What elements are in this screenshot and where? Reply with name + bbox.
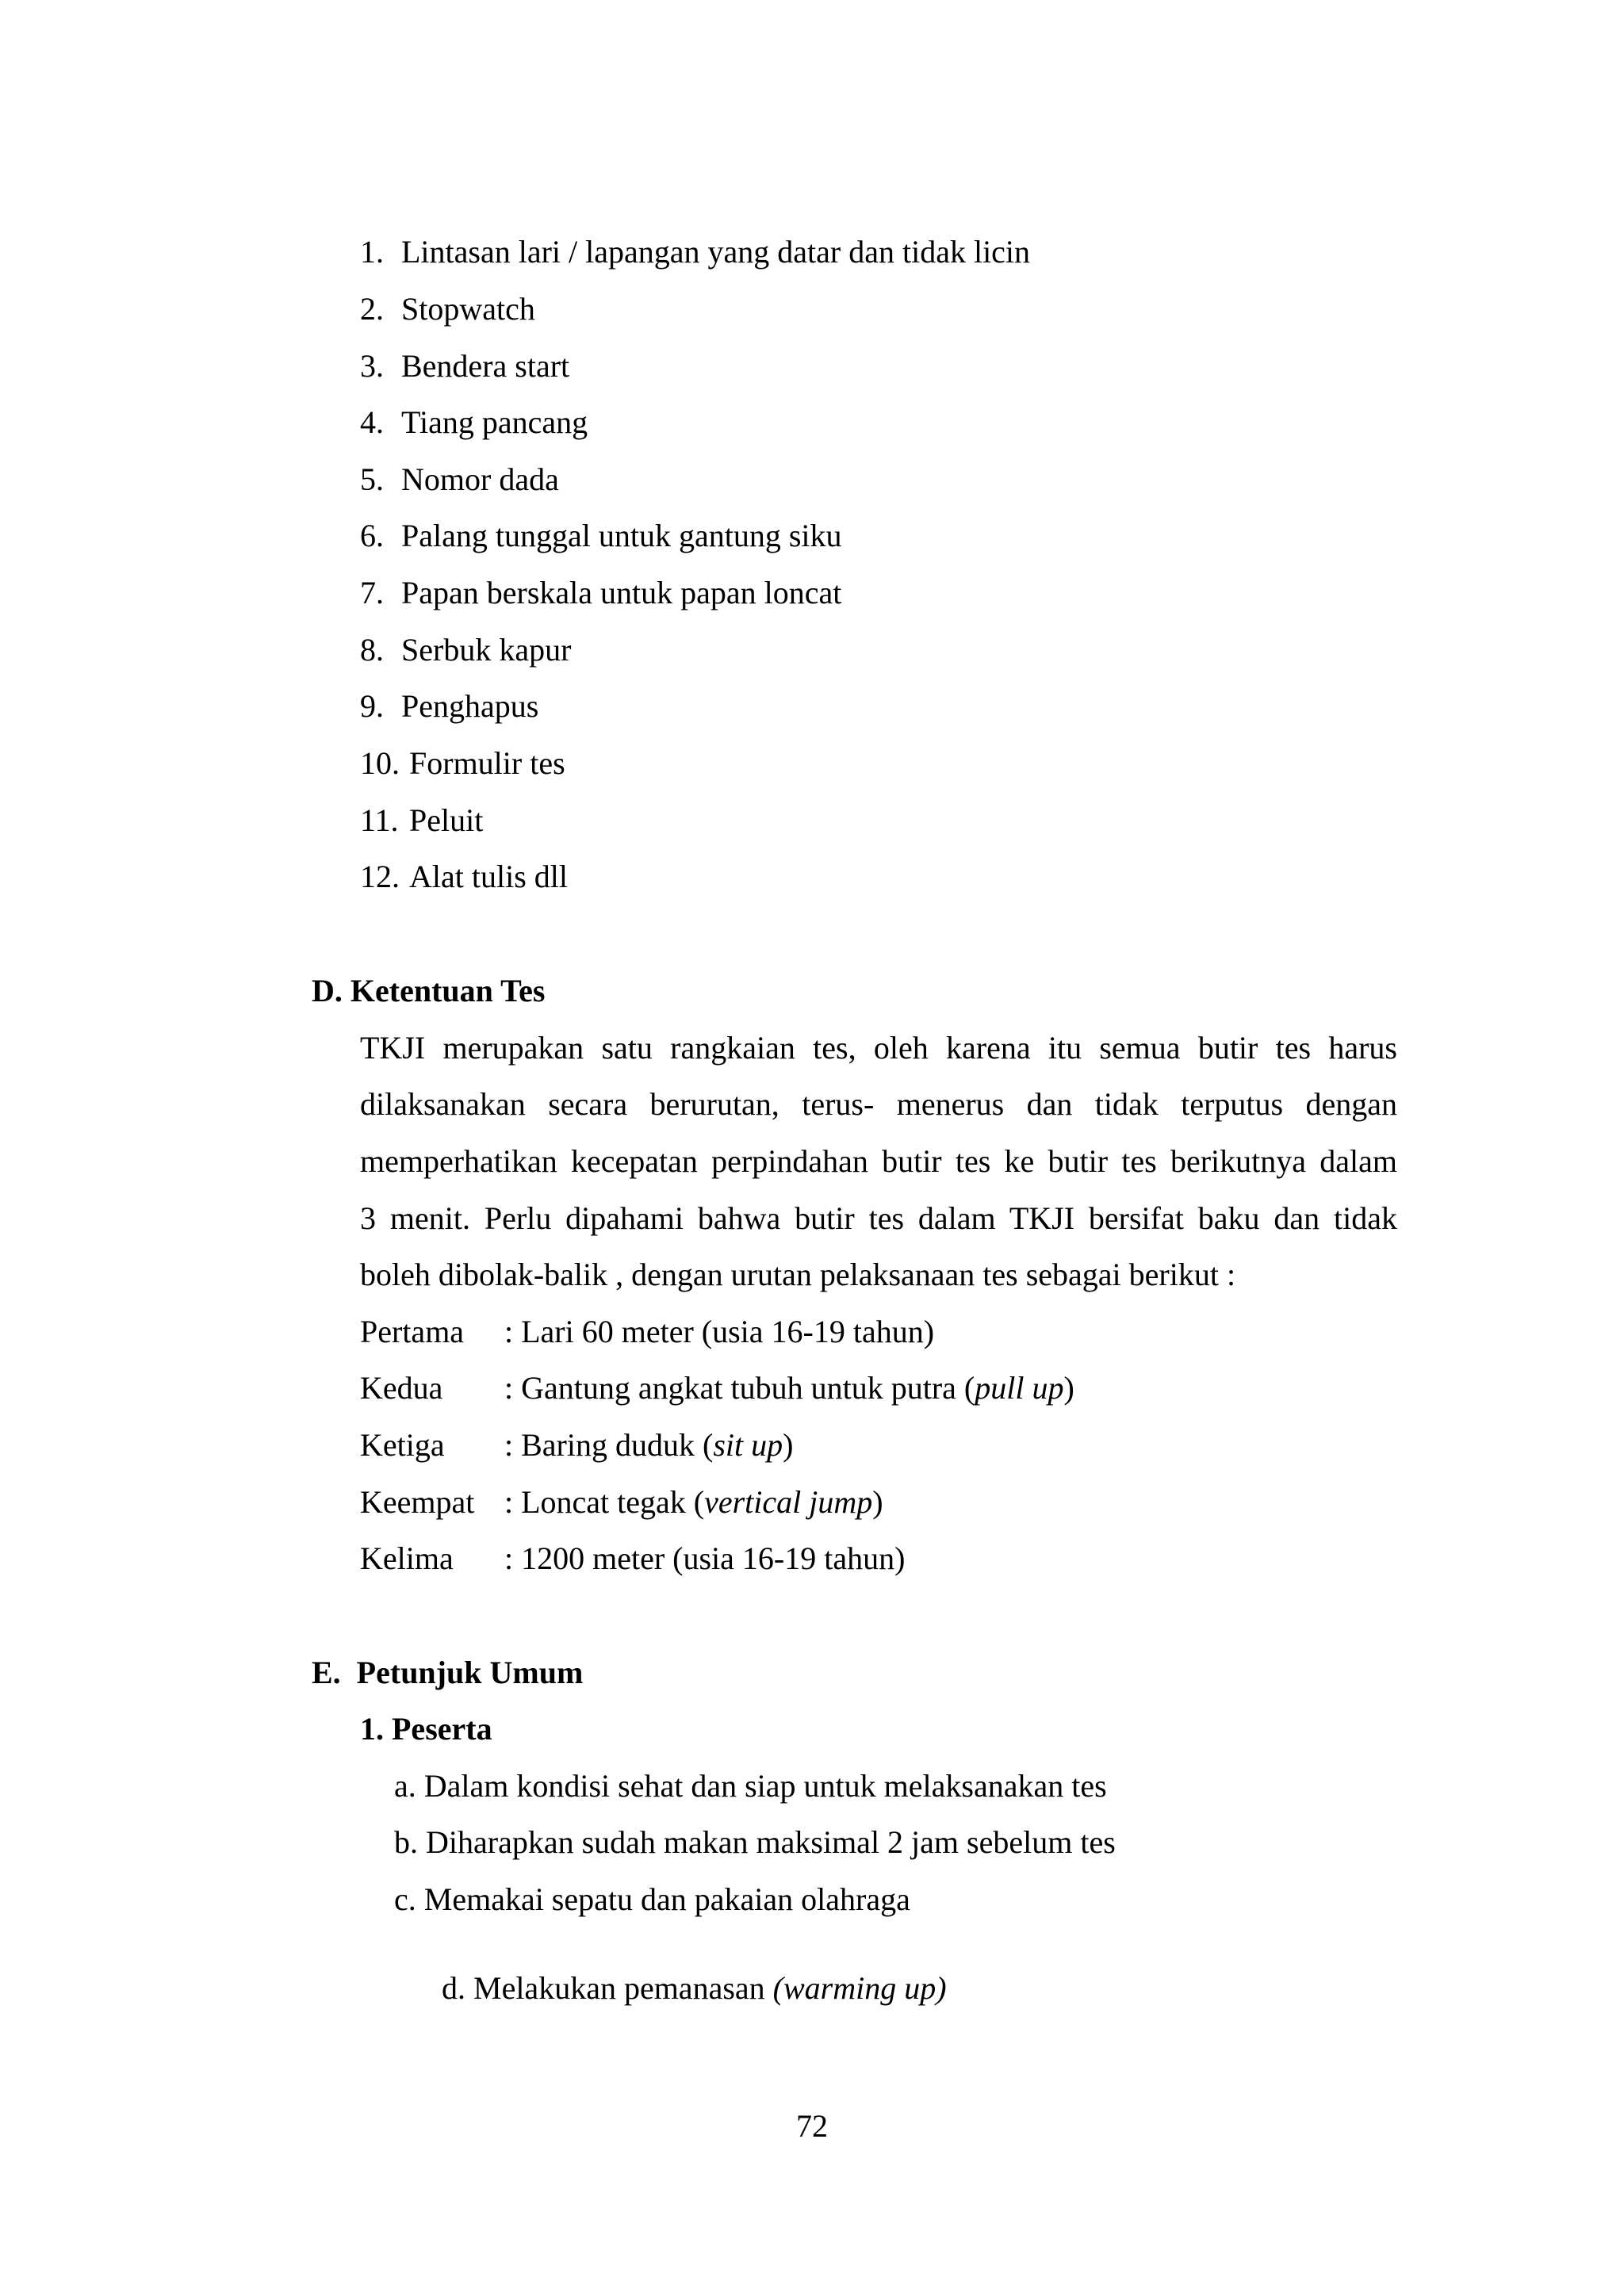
section-heading: E. Petunjuk Umum <box>312 1655 584 1690</box>
list-item: 3. Bendera start <box>360 348 570 384</box>
list-item: 12. Alat tulis dll <box>360 859 568 894</box>
list-item: 1. Lintasan lari / lapangan yang datar dan tidak licin <box>360 234 1031 270</box>
test-label: Keempat <box>360 1484 475 1520</box>
list-item: 10. Formulir tes <box>360 745 565 781</box>
list-item: 6. Palang tunggal untuk gantung siku <box>360 518 842 553</box>
list-item: a. Dalam kondisi sehat dan siap untuk melaksanakan tes <box>394 1768 1107 1804</box>
list-item: 4. Tiang pancang <box>360 404 588 440</box>
test-item: Kedua : Gantung angkat tubuh untuk putra (pull up) <box>360 1370 1074 1406</box>
paragraph-line: dilaksanakan secara berurutan, terus- menerus dan tidak terputus dengan <box>360 1086 1397 1122</box>
list-item: b. Diharapkan sudah makan maksimal 2 jam sebelum tes <box>394 1824 1116 1860</box>
list-item: 9. Penghapus <box>360 688 539 724</box>
test-item: Kelima : 1200 meter (usia 16-19 tahun) <box>360 1540 906 1576</box>
test-label: Kelima <box>360 1540 454 1576</box>
list-item: d. Melakukan pemanasan (warming up) <box>442 1970 947 2006</box>
list-item: 5. Nomor dada <box>360 461 559 497</box>
list-item: c. Memakai sepatu dan pakaian olahraga <box>394 1881 910 1917</box>
test-item: Pertama : Lari 60 meter (usia 16-19 tahun) <box>360 1314 935 1349</box>
list-item: 8. Serbuk kapur <box>360 632 572 668</box>
list-item: 11. Peluit <box>360 802 484 838</box>
paragraph-line: boleh dibolak-balik , dengan urutan pelaksanaan tes sebagai berikut : <box>360 1257 1236 1292</box>
test-item: Ketiga : Baring duduk (sit up) <box>360 1427 794 1463</box>
test-label: Ketiga <box>360 1427 445 1463</box>
list-item: 7. Papan berskala untuk papan loncat <box>360 575 842 610</box>
page-number: 72 <box>796 2108 828 2144</box>
list-item: 2. Stopwatch <box>360 291 535 327</box>
sub-heading: 1. Peserta <box>360 1711 492 1747</box>
paragraph-line: memperhatikan kecepatan perpindahan butir tes ke butir tes berikutnya dalam <box>360 1143 1397 1179</box>
test-label: Pertama <box>360 1314 465 1349</box>
section-heading: D. Ketentuan Tes <box>312 973 546 1008</box>
test-label: Kedua <box>360 1370 443 1406</box>
test-item: Keempat : Loncat tegak (vertical jump) <box>360 1484 883 1520</box>
paragraph-line: 3 menit. Perlu dipahami bahwa butir tes dalam TKJI bersifat baku dan tidak <box>360 1200 1397 1236</box>
paragraph-line: TKJI merupakan satu rangkaian tes, oleh karena itu semua butir tes harus <box>360 1030 1397 1066</box>
